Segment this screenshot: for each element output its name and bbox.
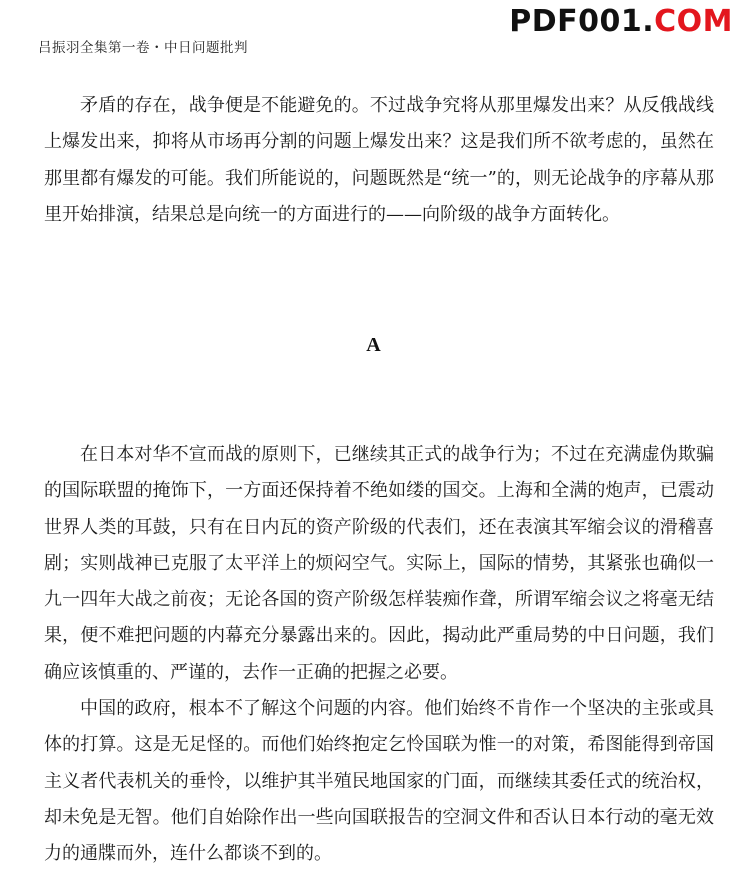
text-block-main [44, 437, 714, 873]
section-heading: A [366, 334, 381, 356]
watermark-prefix: PDF001. [509, 4, 655, 39]
watermark-logo [509, 4, 733, 39]
running-header: 吕振羽全集第一卷・中日问题批判 [38, 40, 248, 56]
paragraph: 在日本对华不宣而战的原则下，已继续其正式的战争行为；不过在充满虚伪欺骗的国际联盟的掩饰下，一方面还保持着不绝如缕的国交。上海和全满的炮声，已震动世界人类的耳鼓，只有在日内瓦的资产阶级的代表们，还在表演其军缩会议的滑稽喜剧；实则战神已克服了太平洋上的烦闷空气。实际上，国际的情势，其紧张也确似一九一四年大战之前夜；无论各国的资产阶级怎样装痴作聋，所谓军缩会议之将毫无结果，便不难把问题的内幕充分暴露出来的。因此，揭动此严重局势的中日问题，我们确应该慎重的、严谨的，去作一正确的把握之必要。 [44, 444, 714, 683]
paragraph: 中国的政府，根本不了解这个问题的内容。他们始终不肯作一个坚决的主张或具体的打算。这是无足怪的。而他们始终抱定乞怜国联为惟一的对策，希图能得到帝国主义者代表机关的垂怜，以维护其半殖民地国家的门面，而继续其委任式的统治权，却未免是无智。他们自始除作出一些向国联报告的空洞文件和否认日本行动的毫无效力的通牒而外，连什么都谈不到的。 [44, 698, 714, 865]
paragraph: 矛盾的存在，战争便是不能避免的。不过战争究将从那里爆发出来？从反俄战线上爆发出来，抑将从市场再分割的问题上爆发出来？这是我们所不欲考虑的，虽然在那里都有爆发的可能。我们所能说的，问题既然是“统一”的，则无论战争的序幕从那里开始排演，结果总是向统一的方面进行的——向阶级的战争方面转化。 [44, 95, 714, 225]
watermark-brand: COM [654, 4, 733, 39]
text-block-top [44, 88, 714, 233]
